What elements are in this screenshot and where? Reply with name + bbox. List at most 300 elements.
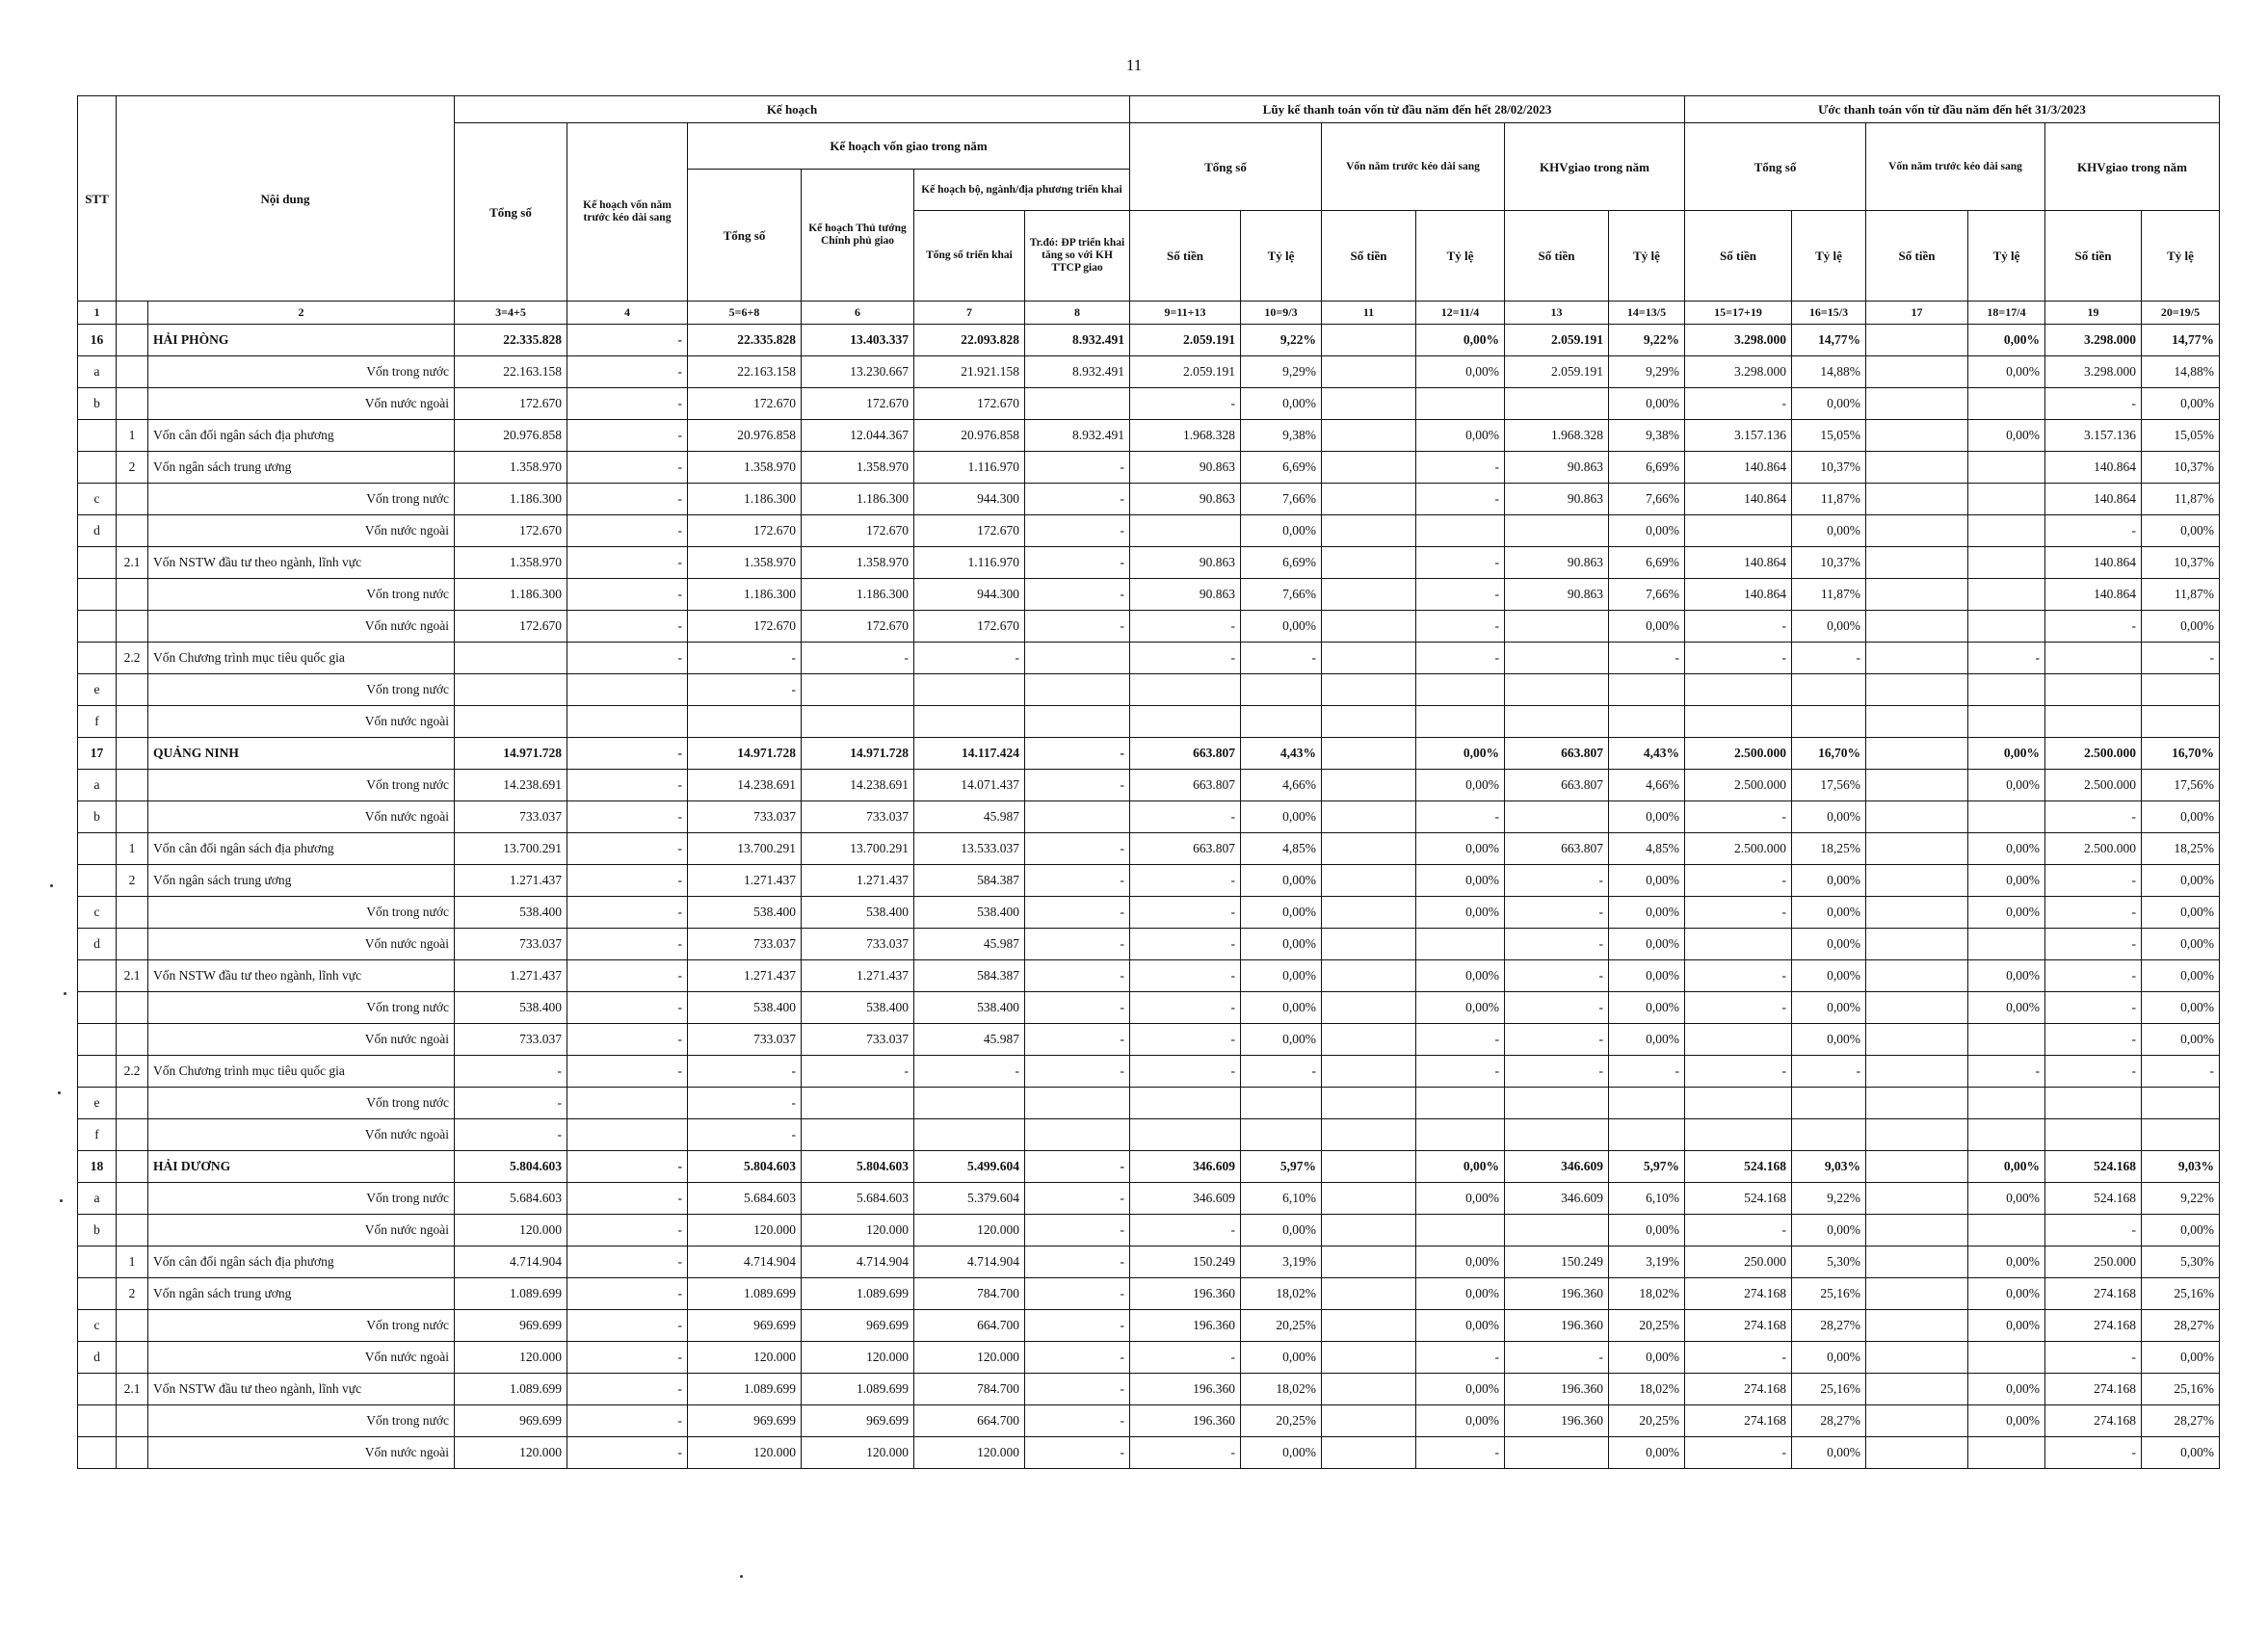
- row-value: 4,43%: [1241, 738, 1322, 770]
- row-label: Vốn trong nước: [148, 1310, 455, 1342]
- row-sub-index: [117, 1151, 148, 1183]
- row-value: [1322, 547, 1416, 579]
- row-value: 0,00%: [1968, 420, 2045, 452]
- row-value: 196.360: [1505, 1374, 1609, 1405]
- row-label: Vốn trong nước: [148, 897, 455, 929]
- row-value: [1866, 325, 1968, 356]
- row-value: 0,00%: [1968, 1278, 2045, 1310]
- row-value: 18,02%: [1241, 1374, 1322, 1405]
- row-value: -: [2045, 388, 2142, 420]
- row-value: [1685, 1024, 1792, 1056]
- row-value: [1866, 897, 1968, 929]
- row-label: QUẢNG NINH: [148, 738, 455, 770]
- row-value: 1.186.300: [802, 484, 914, 515]
- row-value: 90.863: [1130, 452, 1241, 484]
- row-value: 969.699: [688, 1405, 802, 1437]
- row-value: [1968, 515, 2045, 547]
- row-value: [1322, 1278, 1416, 1310]
- row-value: -: [1685, 611, 1792, 643]
- col-number: 16=15/3: [1792, 302, 1866, 325]
- row-value: [1025, 1119, 1130, 1151]
- row-value: -: [567, 1437, 688, 1469]
- row-value: 0,00%: [1416, 1183, 1505, 1215]
- row-sub-index: [117, 1183, 148, 1215]
- row-value: -: [1025, 579, 1130, 611]
- row-value: -: [567, 992, 688, 1024]
- row-stt: [78, 452, 117, 484]
- row-value: 13.700.291: [802, 833, 914, 865]
- row-value: [1968, 674, 2045, 706]
- row-value: 584.387: [914, 865, 1025, 897]
- row-value: 14,77%: [2142, 325, 2220, 356]
- row-value: -: [567, 1151, 688, 1183]
- row-value: 196.360: [1505, 1405, 1609, 1437]
- row-value: -: [455, 1056, 567, 1088]
- row-value: -: [567, 833, 688, 865]
- row-value: -: [1685, 1437, 1792, 1469]
- scan-speck: [58, 1091, 61, 1094]
- row-value: 733.037: [455, 1024, 567, 1056]
- row-value: 1.358.970: [802, 547, 914, 579]
- row-value: 663.807: [1130, 770, 1241, 801]
- row-value: 0,00%: [1968, 770, 2045, 801]
- row-sub-index: 2.2: [117, 643, 148, 674]
- row-value: 150.249: [1130, 1246, 1241, 1278]
- row-value: 9,22%: [2142, 1183, 2220, 1215]
- row-value: 196.360: [1505, 1278, 1609, 1310]
- row-value: -: [2045, 1342, 2142, 1374]
- row-value: -: [1130, 1342, 1241, 1374]
- row-value: 0,00%: [1241, 611, 1322, 643]
- group-uoc-khv-giao: KHVgiao trong năm: [2045, 123, 2220, 211]
- row-label: Vốn nước ngoài: [148, 1119, 455, 1151]
- row-value: 3,19%: [1609, 1246, 1685, 1278]
- row-value: 1.089.699: [688, 1278, 802, 1310]
- row-value: 5.804.603: [455, 1151, 567, 1183]
- table-row: [78, 1278, 2220, 1310]
- row-value: 14.971.728: [455, 738, 567, 770]
- row-label: Vốn nước ngoài: [148, 801, 455, 833]
- row-sub-index: 2: [117, 452, 148, 484]
- row-value: [1130, 674, 1241, 706]
- row-value: 0,00%: [2142, 515, 2220, 547]
- row-label: Vốn NSTW đầu tư theo ngành, lĩnh vực: [148, 960, 455, 992]
- row-value: 0,00%: [1241, 897, 1322, 929]
- row-value: 140.864: [2045, 452, 2142, 484]
- row-value: [1866, 515, 1968, 547]
- row-value: 4.714.904: [455, 1246, 567, 1278]
- row-value: 13.700.291: [455, 833, 567, 865]
- row-value: -: [567, 420, 688, 452]
- col-tr-do: Tr.đó: ĐP triển khai tăng so với KH TTCP giao: [1025, 211, 1130, 302]
- row-value: -: [1685, 865, 1792, 897]
- row-value: -: [567, 1405, 688, 1437]
- row-value: [1505, 1215, 1609, 1246]
- row-value: 5.684.603: [802, 1183, 914, 1215]
- row-value: [1866, 484, 1968, 515]
- row-stt: b: [78, 801, 117, 833]
- row-value: 1.358.970: [455, 452, 567, 484]
- row-value: 11,87%: [2142, 579, 2220, 611]
- row-value: [1866, 1056, 1968, 1088]
- row-value: 150.249: [1505, 1246, 1609, 1278]
- row-value: [567, 1088, 688, 1119]
- row-value: [1505, 515, 1609, 547]
- row-value: 538.400: [688, 897, 802, 929]
- col-number: 10=9/3: [1241, 302, 1322, 325]
- row-value: -: [1416, 579, 1505, 611]
- row-value: 196.360: [1130, 1374, 1241, 1405]
- col-kh-ttcp: Kế hoạch Thủ tướng Chính phủ giao: [802, 170, 914, 302]
- table-row: [78, 611, 2220, 643]
- table-row: [78, 992, 2220, 1024]
- row-value: -: [567, 579, 688, 611]
- row-value: 0,00%: [1416, 897, 1505, 929]
- row-stt: f: [78, 1119, 117, 1151]
- row-value: [1866, 1215, 1968, 1246]
- row-value: 140.864: [2045, 547, 2142, 579]
- row-value: 0,00%: [1241, 388, 1322, 420]
- row-stt: a: [78, 1183, 117, 1215]
- row-value: 274.168: [2045, 1310, 2142, 1342]
- row-value: 0,00%: [1609, 992, 1685, 1024]
- row-value: [1866, 674, 1968, 706]
- row-value: 0,00%: [2142, 929, 2220, 960]
- row-label: Vốn nước ngoài: [148, 515, 455, 547]
- row-value: [1866, 420, 1968, 452]
- budget-table: [77, 95, 2220, 1469]
- row-value: [802, 1088, 914, 1119]
- row-value: 9,22%: [1609, 325, 1685, 356]
- row-value: -: [1505, 960, 1609, 992]
- row-value: -: [567, 738, 688, 770]
- row-value: [1505, 706, 1609, 738]
- row-value: -: [1609, 643, 1685, 674]
- row-value: [1685, 515, 1792, 547]
- row-value: 0,00%: [1416, 1246, 1505, 1278]
- row-value: [1505, 611, 1609, 643]
- row-value: 172.670: [688, 611, 802, 643]
- row-value: [1866, 706, 1968, 738]
- row-value: [1866, 1246, 1968, 1278]
- row-value: 1.089.699: [455, 1374, 567, 1405]
- row-value: 274.168: [1685, 1310, 1792, 1342]
- row-value: 45.987: [914, 929, 1025, 960]
- row-value: -: [1685, 897, 1792, 929]
- row-value: 14.238.691: [688, 770, 802, 801]
- row-value: -: [1685, 1215, 1792, 1246]
- col-so-tien: Số tiền: [1505, 211, 1609, 302]
- row-value: [1241, 1119, 1322, 1151]
- row-value: 0,00%: [1241, 1215, 1322, 1246]
- row-value: 18,02%: [1241, 1278, 1322, 1310]
- row-value: [1416, 1215, 1505, 1246]
- row-value: 196.360: [1505, 1310, 1609, 1342]
- row-value: 28,27%: [1792, 1310, 1866, 1342]
- col-number: 2: [148, 302, 455, 325]
- row-value: 274.168: [1685, 1374, 1792, 1405]
- row-value: [1322, 674, 1416, 706]
- row-value: 2.500.000: [1685, 833, 1792, 865]
- row-value: -: [688, 674, 802, 706]
- row-value: 0,00%: [1416, 325, 1505, 356]
- row-label: Vốn ngân sách trung ương: [148, 1278, 455, 1310]
- row-value: 20.976.858: [688, 420, 802, 452]
- row-sub-index: [117, 611, 148, 643]
- row-value: -: [688, 1056, 802, 1088]
- table-row: [78, 674, 2220, 706]
- row-stt: [78, 643, 117, 674]
- row-value: 944.300: [914, 484, 1025, 515]
- col-number: 6: [802, 302, 914, 325]
- col-so-tien: Số tiền: [1322, 211, 1416, 302]
- row-value: -: [2045, 1056, 2142, 1088]
- row-value: 3.298.000: [2045, 356, 2142, 388]
- row-value: 15,05%: [1792, 420, 1866, 452]
- row-value: -: [455, 1088, 567, 1119]
- row-value: 733.037: [802, 1024, 914, 1056]
- row-value: -: [1025, 1342, 1130, 1374]
- row-value: 969.699: [688, 1310, 802, 1342]
- col-tong-so-trien-khai: Tổng số triển khai: [914, 211, 1025, 302]
- row-value: 90.863: [1130, 484, 1241, 515]
- row-value: [1130, 706, 1241, 738]
- row-value: 0,00%: [2142, 865, 2220, 897]
- row-stt: [78, 611, 117, 643]
- row-value: [1322, 1183, 1416, 1215]
- row-value: -: [2045, 960, 2142, 992]
- table-row: [78, 865, 2220, 897]
- row-value: 0,00%: [1968, 833, 2045, 865]
- row-label: Vốn nước ngoài: [148, 1437, 455, 1469]
- row-value: [1416, 1119, 1505, 1151]
- row-sub-index: [117, 388, 148, 420]
- row-value: -: [1241, 1056, 1322, 1088]
- table-row: [78, 547, 2220, 579]
- row-value: 0,00%: [1609, 611, 1685, 643]
- row-label: Vốn NSTW đầu tư theo ngành, lĩnh vực: [148, 1374, 455, 1405]
- row-value: -: [567, 1215, 688, 1246]
- scan-speck: [740, 1575, 743, 1578]
- row-stt: [78, 1374, 117, 1405]
- row-value: 0,00%: [1241, 1342, 1322, 1374]
- row-value: 6,69%: [1241, 452, 1322, 484]
- row-value: -: [567, 1342, 688, 1374]
- row-value: 90.863: [1505, 547, 1609, 579]
- row-value: 1.089.699: [802, 1278, 914, 1310]
- row-value: 733.037: [688, 929, 802, 960]
- row-value: [1866, 1405, 1968, 1437]
- row-value: [1505, 1119, 1609, 1151]
- row-value: [1416, 388, 1505, 420]
- row-value: 0,00%: [1792, 515, 1866, 547]
- row-value: [1866, 1024, 1968, 1056]
- row-value: 0,00%: [1609, 960, 1685, 992]
- row-stt: 18: [78, 1151, 117, 1183]
- row-value: [567, 706, 688, 738]
- row-stt: c: [78, 897, 117, 929]
- col-number: 14=13/5: [1609, 302, 1685, 325]
- row-value: 538.400: [455, 897, 567, 929]
- row-value: -: [567, 325, 688, 356]
- row-value: -: [1505, 1342, 1609, 1374]
- row-value: 0,00%: [1609, 1342, 1685, 1374]
- row-value: 0,00%: [1609, 1024, 1685, 1056]
- row-value: [1685, 1088, 1792, 1119]
- row-value: [1322, 865, 1416, 897]
- row-value: [1322, 1056, 1416, 1088]
- table-row: [78, 833, 2220, 865]
- row-value: 22.163.158: [455, 356, 567, 388]
- row-value: 0,00%: [1416, 770, 1505, 801]
- row-value: -: [567, 484, 688, 515]
- row-value: 0,00%: [1241, 929, 1322, 960]
- table-row: [78, 1405, 2220, 1437]
- row-value: 6,69%: [1609, 547, 1685, 579]
- row-value: -: [1505, 929, 1609, 960]
- row-stt: d: [78, 929, 117, 960]
- table-header: [78, 96, 2220, 325]
- row-value: 9,38%: [1609, 420, 1685, 452]
- row-value: -: [1025, 611, 1130, 643]
- row-value: [1866, 865, 1968, 897]
- row-sub-index: [117, 1119, 148, 1151]
- row-value: 524.168: [1685, 1183, 1792, 1215]
- row-value: 0,00%: [1416, 738, 1505, 770]
- row-value: [1866, 770, 1968, 801]
- row-value: 120.000: [914, 1437, 1025, 1469]
- row-value: 0,00%: [1609, 865, 1685, 897]
- row-value: [1968, 484, 2045, 515]
- row-value: [2045, 1088, 2142, 1119]
- row-value: -: [802, 1056, 914, 1088]
- row-value: 140.864: [1685, 452, 1792, 484]
- row-value: [1866, 1183, 1968, 1215]
- row-value: [2045, 643, 2142, 674]
- table-row: [78, 579, 2220, 611]
- row-value: [1685, 706, 1792, 738]
- row-value: 172.670: [914, 611, 1025, 643]
- row-value: [1322, 1342, 1416, 1374]
- row-value: -: [1968, 643, 2045, 674]
- row-label: Vốn trong nước: [148, 1405, 455, 1437]
- row-value: 9,22%: [1241, 325, 1322, 356]
- row-value: 18,25%: [2142, 833, 2220, 865]
- row-value: 120.000: [802, 1215, 914, 1246]
- row-value: 14.971.728: [688, 738, 802, 770]
- row-value: [1968, 1342, 2045, 1374]
- row-value: [1025, 706, 1130, 738]
- table-row: [78, 1246, 2220, 1278]
- row-value: [1130, 1088, 1241, 1119]
- row-value: [1866, 1310, 1968, 1342]
- row-value: -: [1792, 643, 1866, 674]
- row-value: 0,00%: [1792, 1437, 1866, 1469]
- row-stt: e: [78, 1088, 117, 1119]
- row-value: 0,00%: [1241, 1437, 1322, 1469]
- row-value: 120.000: [914, 1342, 1025, 1374]
- row-value: [1025, 674, 1130, 706]
- row-value: 0,00%: [1792, 865, 1866, 897]
- row-value: 25,16%: [1792, 1374, 1866, 1405]
- row-value: 0,00%: [2142, 992, 2220, 1024]
- col-stt: STT: [78, 96, 117, 302]
- row-value: 538.400: [455, 992, 567, 1024]
- row-stt: [78, 1024, 117, 1056]
- row-value: 0,00%: [1792, 611, 1866, 643]
- row-value: 274.168: [2045, 1374, 2142, 1405]
- row-value: -: [1025, 1246, 1130, 1278]
- row-value: -: [1685, 643, 1792, 674]
- row-value: [1866, 1437, 1968, 1469]
- row-value: [1322, 992, 1416, 1024]
- row-value: 0,00%: [2142, 611, 2220, 643]
- row-value: 733.037: [802, 801, 914, 833]
- row-value: [1792, 1088, 1866, 1119]
- row-value: 0,00%: [1241, 515, 1322, 547]
- row-value: 14.971.728: [802, 738, 914, 770]
- row-value: 969.699: [455, 1310, 567, 1342]
- row-value: 3.298.000: [1685, 356, 1792, 388]
- row-value: [1322, 1151, 1416, 1183]
- row-value: 5.804.603: [802, 1151, 914, 1183]
- col-ty-le: Tỷ lệ: [1609, 211, 1685, 302]
- row-value: [2045, 1119, 2142, 1151]
- row-value: [1968, 547, 2045, 579]
- row-value: [914, 1088, 1025, 1119]
- row-sub-index: [117, 579, 148, 611]
- table-row: [78, 1056, 2220, 1088]
- row-value: -: [1241, 643, 1322, 674]
- row-value: [1322, 738, 1416, 770]
- row-stt: f: [78, 706, 117, 738]
- row-value: -: [1685, 801, 1792, 833]
- row-value: [1968, 929, 2045, 960]
- row-label: Vốn nước ngoài: [148, 706, 455, 738]
- group-kh-giao-nam: Kế hoạch vốn giao trong năm: [688, 123, 1130, 170]
- row-value: -: [567, 929, 688, 960]
- row-value: 538.400: [688, 992, 802, 1024]
- row-value: 663.807: [1130, 738, 1241, 770]
- row-value: 538.400: [914, 992, 1025, 1024]
- row-value: [455, 674, 567, 706]
- row-value: [1322, 801, 1416, 833]
- row-value: 25,16%: [2142, 1374, 2220, 1405]
- col-ty-le: Tỷ lệ: [1792, 211, 1866, 302]
- row-value: -: [1505, 865, 1609, 897]
- row-value: 6,69%: [1609, 452, 1685, 484]
- row-label: Vốn cân đối ngân sách địa phương: [148, 1246, 455, 1278]
- row-value: 22.335.828: [455, 325, 567, 356]
- row-value: 0,00%: [1968, 1405, 2045, 1437]
- row-value: 0,00%: [2142, 801, 2220, 833]
- row-value: -: [2045, 801, 2142, 833]
- row-value: 90.863: [1130, 547, 1241, 579]
- row-sub-index: 2.1: [117, 547, 148, 579]
- row-value: 0,00%: [1241, 992, 1322, 1024]
- row-value: 45.987: [914, 1024, 1025, 1056]
- row-value: 944.300: [914, 579, 1025, 611]
- row-sub-index: [117, 484, 148, 515]
- row-label: Vốn trong nước: [148, 484, 455, 515]
- group-uoc-tong-so: Tổng số: [1685, 123, 1866, 211]
- row-value: [1866, 356, 1968, 388]
- row-value: 172.670: [802, 388, 914, 420]
- row-value: 4,43%: [1609, 738, 1685, 770]
- row-value: 14.071.437: [914, 770, 1025, 801]
- row-value: -: [1025, 833, 1130, 865]
- row-value: 274.168: [2045, 1278, 2142, 1310]
